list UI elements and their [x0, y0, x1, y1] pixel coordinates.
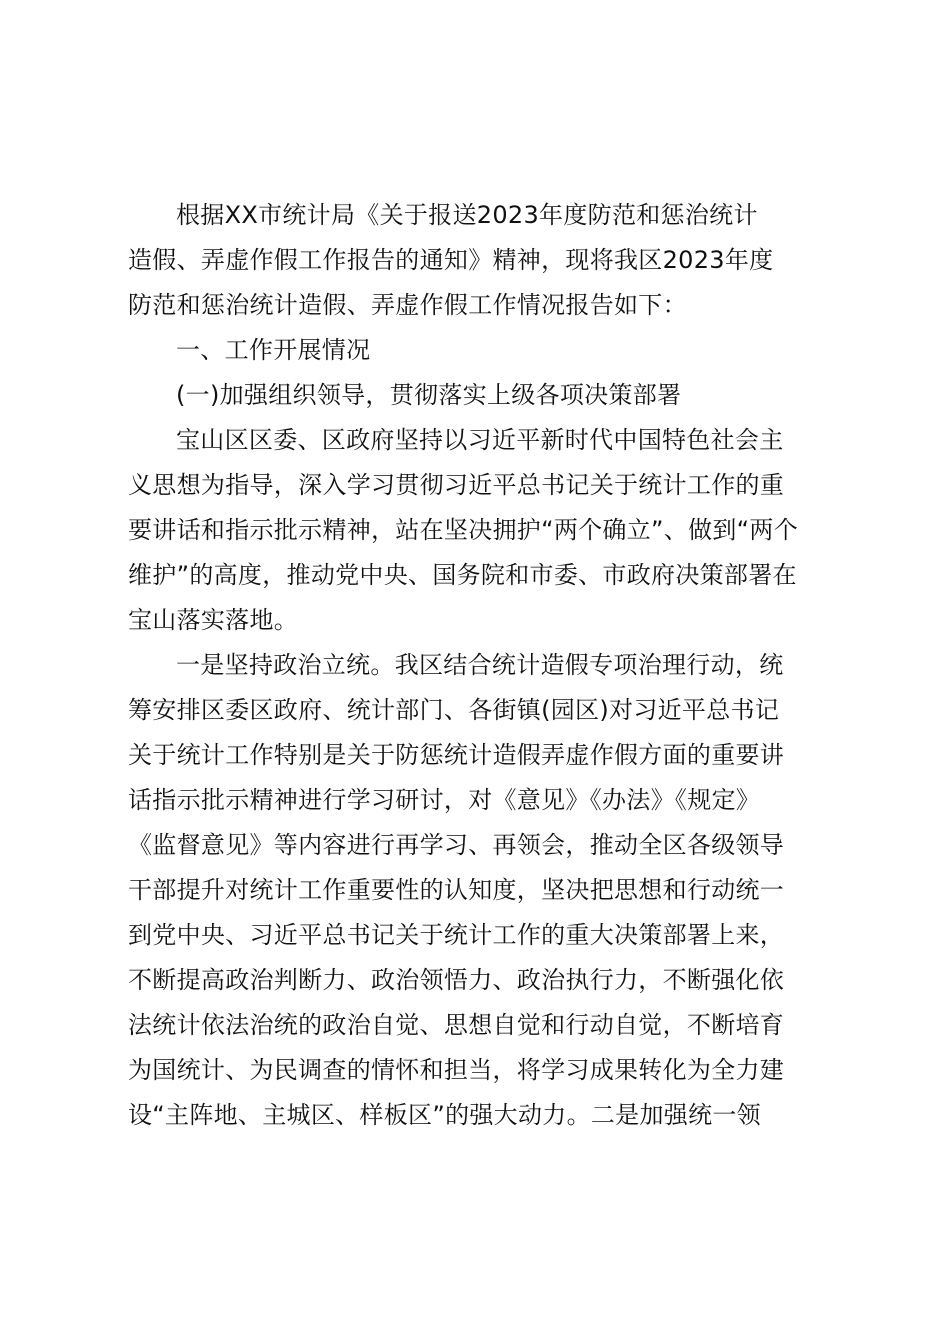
paragraph-3-line-8: 不断提高政治判断力、政治领悟力、政治执行力，不断强化依 — [128, 966, 785, 994]
paragraph-2-line-1: 宝山区区委、区政府坚持以习近平新时代中国特色社会主 — [176, 426, 784, 454]
subsection-heading-1: (一)加强组织领导，贯彻落实上级各项决策部署 — [176, 381, 682, 409]
paragraph-3-line-2: 筹安排区委区政府、统计部门、各街镇(园区)对习近平总书记 — [128, 696, 780, 724]
paragraph-intro-line-3: 防范和惩治统计造假、弄虚作假工作情况报告如下： — [128, 291, 687, 319]
paragraph-3-line-5: 《监督意见》等内容进行再学习、再领会，推动全区各级领导 — [128, 831, 785, 859]
paragraph-intro-line-1: 根据XX市统计局《关于报送2023年度防范和惩治统计 — [176, 201, 758, 229]
paragraph-3-line-9: 法统计依法治统的政治自觉、思想自觉和行动自觉，不断培育 — [128, 1011, 785, 1039]
paragraph-2-line-2: 义思想为指导，深入学习贯彻习近平总书记关于统计工作的重 — [128, 471, 785, 499]
paragraph-2-line-3: 要讲话和指示批示精神，站在坚决拥护“两个确立”、做到“两个 — [128, 516, 798, 544]
paragraph-intro-line-2: 造假、弄虚作假工作报告的通知》精神，现将我区2023年度 — [128, 246, 774, 274]
section-heading-1: 一、工作开展情况 — [176, 336, 371, 364]
paragraph-2-line-4: 维护”的高度，推动党中央、国务院和市委、市政府决策部署在 — [128, 561, 797, 589]
paragraph-3-line-1: 一是坚持政治立统。我区结合统计造假专项治理行动，统 — [176, 651, 784, 679]
paragraph-3-line-7: 到党中央、习近平总书记关于统计工作的重大决策部署上来， — [128, 921, 785, 949]
paragraph-3-line-10: 为国统计、为民调查的情怀和担当，将学习成果转化为全力建 — [128, 1056, 785, 1084]
paragraph-3-line-3: 关于统计工作特别是关于防惩统计造假弄虚作假方面的重要讲 — [128, 741, 785, 769]
paragraph-3-line-6: 干部提升对统计工作重要性的认知度，坚决把思想和行动统一 — [128, 876, 785, 904]
paragraph-3-line-4: 话指示批示精神进行学习研讨，对《意见》《办法》《规定》 — [128, 786, 761, 814]
paragraph-2-line-5: 宝山落实落地。 — [128, 606, 299, 634]
paragraph-3-line-11: 设“主阵地、主城区、样板区”的强大动力。二是加强统一领 — [128, 1101, 761, 1129]
